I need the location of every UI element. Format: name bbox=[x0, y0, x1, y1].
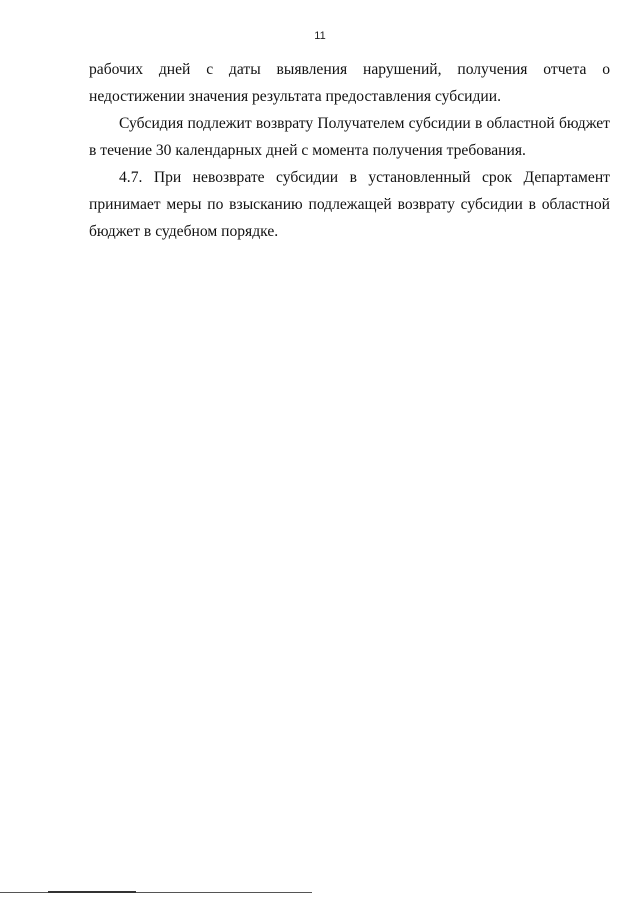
page-number: 11 bbox=[314, 30, 326, 42]
document-body bbox=[89, 56, 610, 245]
paragraph-clause-4-7: 4.7. При невозврате субсидии в установленный срок Департамент принимает меры по взысканию подлежащей возврату субсидии в областной бюджет в судебном порядке. bbox=[89, 169, 610, 240]
footer-divider-accent bbox=[48, 891, 136, 893]
paragraph-continuation: рабочих дней с даты выявления нарушений, получения отчета о недостижении значения результата предоставления субсидии. bbox=[89, 61, 610, 105]
footer-divider-line bbox=[0, 892, 312, 893]
paragraph-subsidy-return: Субсидия подлежит возврату Получателем субсидии в областной бюджет в течение 30 календарных дней с момента получения требования. bbox=[89, 115, 610, 159]
